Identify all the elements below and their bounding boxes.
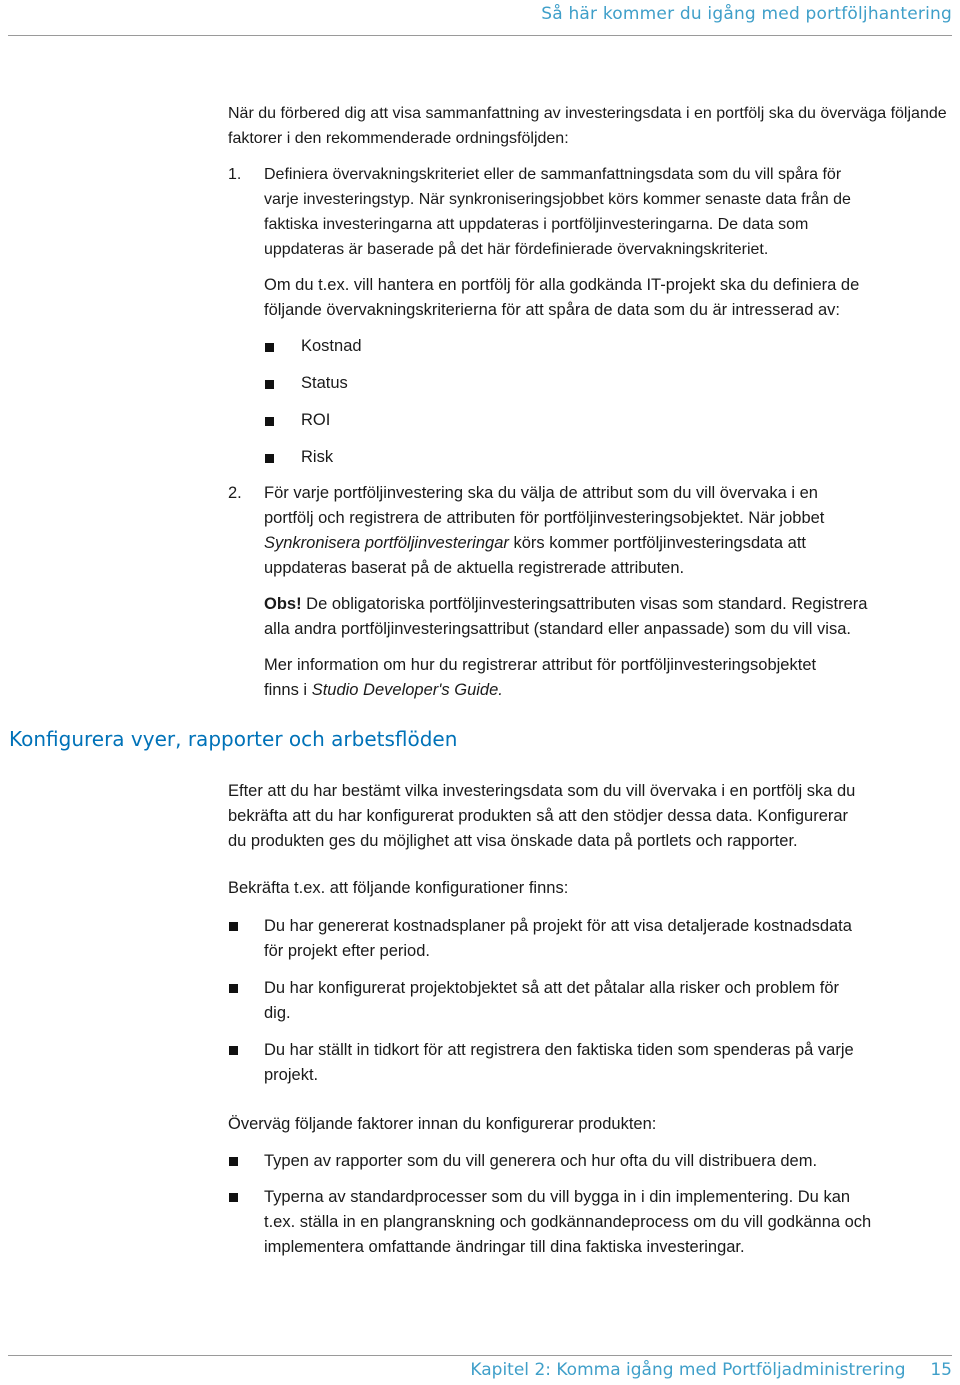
footer-rule bbox=[8, 1355, 952, 1356]
criteria-label: ROI bbox=[301, 411, 331, 429]
list-item: Du har genererat kostnadsplaner på projekt för att visa detaljerade kostnadsdata för projekt efter period. bbox=[229, 914, 954, 964]
section-paragraph: Efter att du har bestämt vilka investeringsdata som du vill övervaka i en portfölj ska du bekräfta att du har konfigurerat produkten så att den stödjer dessa data. Konfigurerar du produkten ges du möjlighet att visa önskade data på portlets och rapporter. bbox=[228, 782, 856, 850]
confirm-text: Bekräfta t.ex. att följande konfigurationer finns: bbox=[228, 879, 569, 897]
square-bullet-icon bbox=[229, 922, 238, 931]
step-2-line: portfölj och registrera de attributen för portföljinvesteringsobjektet. När jobbet bbox=[264, 509, 825, 527]
list-item bbox=[265, 408, 362, 445]
config-list bbox=[229, 914, 954, 1088]
square-bullet-icon bbox=[229, 984, 238, 993]
step-1-line: faktiska investeringarna att uppdateras i portföljinvesteringarna. De data som bbox=[264, 216, 809, 233]
square-bullet-icon bbox=[265, 343, 274, 352]
step-2-text bbox=[264, 481, 954, 581]
square-bullet-icon bbox=[265, 454, 274, 463]
example-line: Om du t.ex. vill hantera en portfölj för alla godkända IT-projekt ska du definiera de bbox=[264, 276, 860, 294]
step-1-example bbox=[264, 273, 859, 323]
list-item: Du har konfigurerat projektobjektet så att det påtalar alla risker och problem för dig. bbox=[229, 976, 954, 1026]
square-bullet-icon bbox=[265, 380, 274, 389]
section-heading: Konfigurera vyer, rapporter och arbetsflöden bbox=[9, 727, 458, 751]
page-number: 15 bbox=[930, 1360, 952, 1380]
step-2-line: Synkronisera portföljinvesteringar körs kommer portföljinvesteringsdata att bbox=[264, 534, 806, 552]
list-item bbox=[265, 445, 362, 482]
square-bullet-icon bbox=[229, 1193, 238, 1202]
square-bullet-icon bbox=[229, 1157, 238, 1166]
guide-title: Studio Developer's Guide. bbox=[311, 681, 503, 699]
list-item: Typerna av standardprocesser som du vill bygga in i din implementering. Du kan t.ex. ställa in en plangranskning och godkännandeprocess om du vill godkänna och implementera omfattande ändringar till dina faktiska investeringar. bbox=[229, 1185, 954, 1260]
running-header: Så här kommer du igång med portföljhantering bbox=[541, 4, 952, 24]
chapter-title: Kapitel 2: Komma igång med Portföljadministrering bbox=[470, 1360, 906, 1380]
step-1-line: Definiera övervakningskriteriet eller de sammanfattningsdata som du vill spåra för bbox=[264, 166, 842, 183]
page-footer bbox=[470, 1360, 952, 1380]
step-1-line: varje investeringstyp. När synkroniseringsjobbet körs kommer senaste data från de bbox=[264, 191, 851, 208]
step-2-line: uppdateras baserat på de aktuella registrerade attributen. bbox=[264, 559, 685, 577]
list-item bbox=[265, 334, 362, 371]
header-rule bbox=[8, 35, 952, 36]
obs-note: Obs! De obligatoriska portföljinvesteringsattributen visas som standard. Registrera alla andra portföljinvesteringsattribut (standard eller anpassade) som du vill visa. bbox=[264, 595, 868, 638]
criteria-label: Status bbox=[301, 374, 348, 392]
step-2-line: För varje portföljinvestering ska du välja de attribut som du vill övervaka i en bbox=[264, 484, 818, 502]
square-bullet-icon bbox=[265, 417, 274, 426]
list-item: Du har ställt in tidkort för att registrera den faktiska tiden som spenderas på varje projekt. bbox=[229, 1038, 954, 1088]
step-1-number: 1. bbox=[228, 166, 242, 183]
criteria-label: Risk bbox=[301, 448, 334, 466]
square-bullet-icon bbox=[229, 1046, 238, 1055]
consider-text: Överväg följande faktorer innan du konfigurerar produkten: bbox=[228, 1115, 657, 1133]
criteria-list bbox=[265, 334, 362, 482]
criteria-label: Kostnad bbox=[301, 337, 362, 355]
step-1-text bbox=[264, 162, 954, 262]
factors-list bbox=[229, 1149, 954, 1260]
intro-paragraph: När du förbered dig att visa sammanfattning av investeringsdata i en portfölj ska du överväga följande faktorer i den rekommenderade ordningsföljden: bbox=[228, 105, 947, 147]
step-2-number: 2. bbox=[228, 484, 242, 502]
job-name: Synkronisera portföljinvesteringar bbox=[264, 534, 509, 552]
list-item: Typen av rapporter som du vill generera och hur ofta du vill distribuera dem. bbox=[229, 1149, 954, 1174]
example-line: följande övervakningskriterierna för att spåra de data som du är intresserad av: bbox=[264, 301, 840, 319]
step-1-line: uppdateras är baserade på det här fördefinierade övervakningskriteriet. bbox=[264, 241, 769, 258]
list-item bbox=[265, 371, 362, 408]
obs-label: Obs! bbox=[264, 595, 302, 613]
more-info: Mer information om hur du registrerar attribut för portföljinvesteringsobjektet finns i Studio Developer's Guide. bbox=[264, 656, 817, 699]
